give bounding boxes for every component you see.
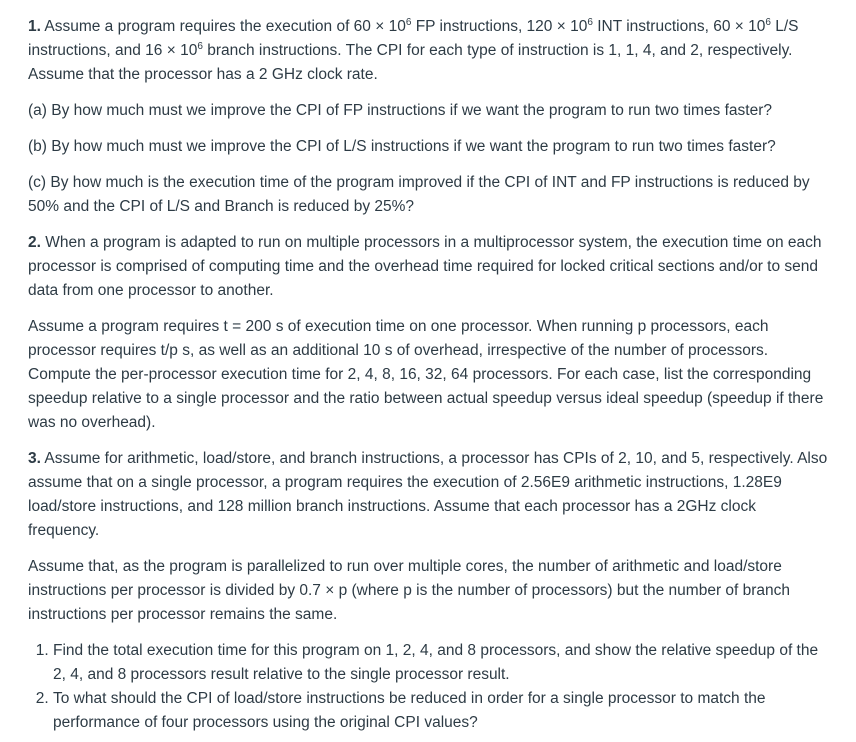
- q1-text-part: FP instructions, 120 × 10: [411, 18, 588, 35]
- question-2-number: 2.: [28, 234, 41, 251]
- q1-exponent: 6: [587, 16, 593, 28]
- q3-text-part: Assume for arithmetic, load/store, and branch instructions, a processor has CPIs of 2, 10, and 5, respectively. Also assume that on a single processor, a program requires the execution of 2.56E9 arithmetic instructions, 1.28E9 load/store instructions, and 128 million branch instructions. Assume that each processor has a 2GHz clock frequency.: [28, 450, 828, 539]
- q2-text-part: When a program is adapted to run on multiple processors in a multiprocessor system, the execution time on each processor is comprised of computing time and the overhead time required for locked critical sections and/or to send data from one processor to another.: [28, 234, 822, 299]
- question-3-sublist: [28, 639, 828, 735]
- q1-text-part: Assume a program requires the execution of 60 × 10: [40, 18, 406, 35]
- question-1a: (a) By how much must we improve the CPI of FP instructions if we want the program to run two times faster?: [28, 102, 772, 119]
- q1-exponent: 6: [197, 40, 203, 52]
- question-1b: (b) By how much must we improve the CPI of L/S instructions if we want the program to run two times faster?: [28, 138, 776, 155]
- q1-exponent: 6: [405, 16, 412, 28]
- q1-exponent: 6: [765, 16, 771, 28]
- question-3-text: [28, 447, 828, 543]
- list-item: 2. To what should the CPI of load/store instructions be reduced in order for a single processor to match the performance of four processors using the original CPI values?: [53, 687, 828, 735]
- q1-text-part: INT instructions, 60 × 10: [592, 18, 766, 35]
- question-2-paragraph-2: Assume a program requires t = 200 s of execution time on one processor. When running p processors, each processor requires t/p s, as well as an additional 10 s of overhead, irrespective of the number of processors. Compute the per-processor execution time for 2, 4, 8, 16, 32, 64 processors. For each case, list the corresponding speedup relative to a single processor and the ratio between actual speedup versus ideal speedup (speedup if there was no overhead).: [28, 318, 824, 431]
- q1-text-part: branch instructions. The CPI for each type of instruction is 1, 1, 4, and 2, respectively. Assume that the processor has a 2 GHz clock rate.: [28, 42, 793, 83]
- question-1c: (c) By how much is the execution time of the program improved if the CPI of INT and FP instructions is reduced by 50% and the CPI of L/S and Branch is reduced by 25%?: [28, 174, 810, 215]
- question-3-paragraph-2: Assume that, as the program is parallelized to run over multiple cores, the number of arithmetic and load/store instructions per processor is divided by 0.7 × p (where p is the number of processors) but the number of branch instructions per processor remains the same.: [28, 558, 791, 623]
- question-1-text: [28, 15, 828, 87]
- list-item: 1. Find the total execution time for this program on 1, 2, 4, and 8 processors, and show the relative speedup of the 2, 4, and 8 processors result relative to the single processor result.: [53, 639, 828, 687]
- question-1-number: 1.: [28, 18, 41, 35]
- question-3-number: 3.: [28, 450, 41, 467]
- question-2-text: [28, 231, 828, 303]
- q1-text-part: L/S instructions, and 16 × 10: [28, 18, 799, 59]
